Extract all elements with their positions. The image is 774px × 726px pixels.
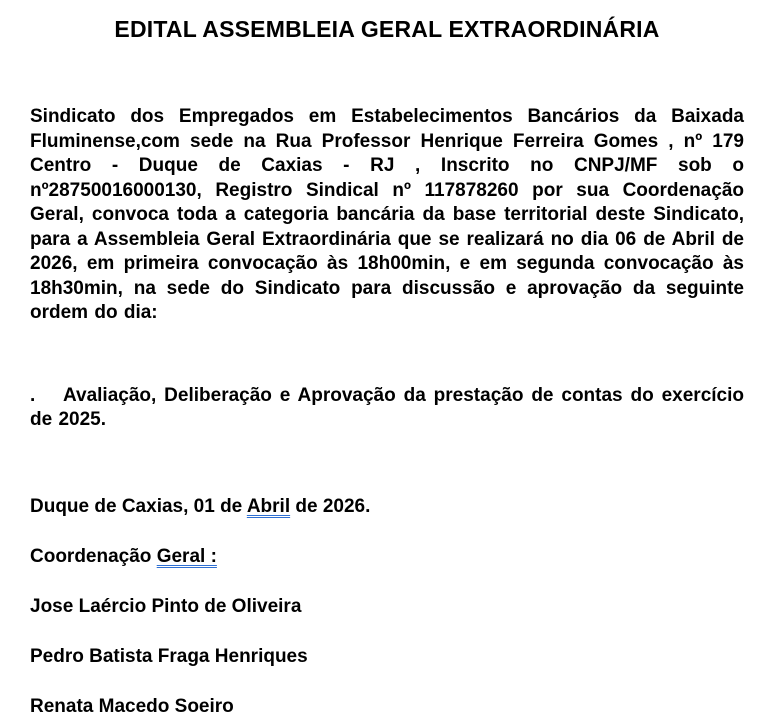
signatory-name: Renata Macedo Soeiro (30, 695, 234, 717)
signatory-name: Pedro Batista Fraga Henriques (30, 645, 308, 667)
body-paragraph: Sindicato dos Empregados em Estabelecimentos Bancários da Baixada Fluminense,com sede na Rua Professor Henrique Ferreira Gomes , nº 179 Centro - Duque de Caxias - RJ , Inscrito no CNPJ/MF sob o nº28750016000130, Registro Sindical nº 117878260 por sua Coordenação Geral, convoca toda a categoria bancária da base territorial deste Sindicato, para a Assembleia Geral Extraordinária que se realizará no dia 06 de Abril de 2026, em primeira convocação às 18h00min, e em segunda convocação às 18h30min, na sede do Sindicato para discussão e aprovação da seguinte ordem do dia: (30, 106, 744, 323)
agenda-item (30, 384, 744, 433)
date-line (30, 495, 744, 519)
date-line-prefix: Duque de Caxias, 01 de (30, 495, 247, 517)
coordination-line-prefix: Coordenação (30, 545, 157, 567)
coordination-line (30, 545, 744, 569)
agenda-item-marker: . (30, 384, 36, 406)
date-line-grammar-underlined-word: Abril (246, 495, 291, 517)
document-title: EDITAL ASSEMBLEIA GERAL EXTRAORDINÁRIA (114, 16, 660, 42)
coordination-line-grammar-underlined-words: Geral : (156, 545, 217, 567)
signatory-name: Jose Laércio Pinto de Oliveira (30, 595, 302, 617)
date-line-suffix: de 2026. (290, 495, 371, 517)
agenda-item-text: Avaliação, Deliberação e Aprovação da prestação de contas do exercício de 2025. (30, 384, 744, 430)
